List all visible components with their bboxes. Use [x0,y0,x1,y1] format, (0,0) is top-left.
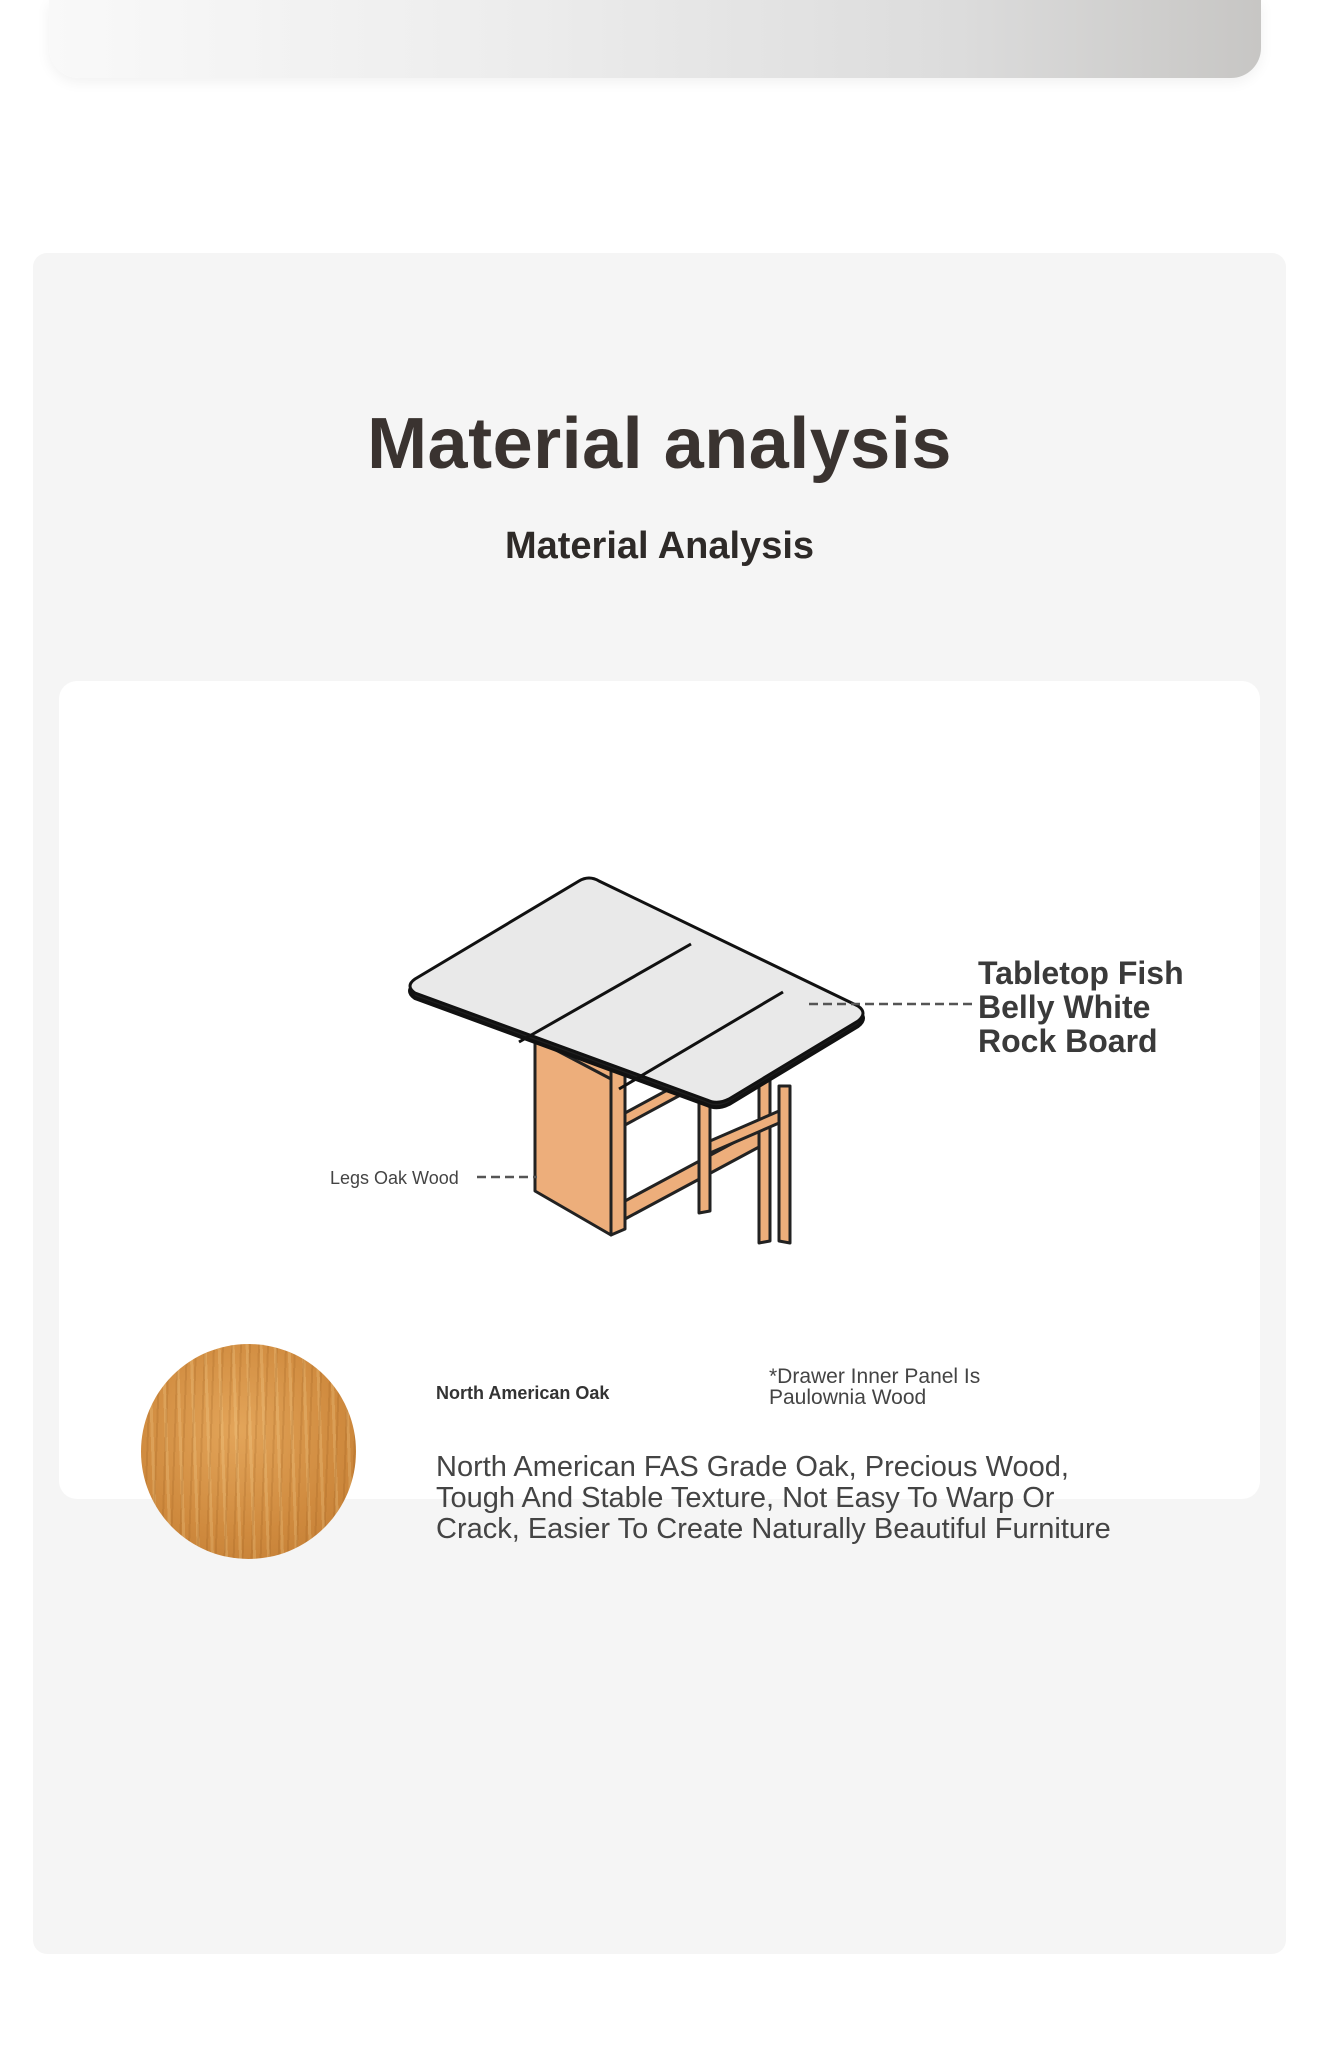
drawer-note: *Drawer Inner Panel Is Paulownia Wood [769,1365,981,1409]
product-photo-bottom-edge [49,0,1261,78]
table-top [410,878,863,1107]
tabletop-label: Tabletop Fish Belly White Rock Board [978,955,1184,1059]
material-description: North American FAS Grade Oak, Precious Wood, Tough And Stable Texture, Not Easy To Warp Or Crack, Easier To Create Naturally Beautiful Furniture [436,1451,1111,1545]
material-name: North American Oak [436,1383,610,1403]
section-subtitle: Material Analysis [504,525,815,567]
legs-label: Legs Oak Wood [330,1168,459,1188]
oak-wood-swatch [141,1344,356,1559]
section-title: Material analysis [367,404,952,484]
material-analysis-section [33,253,1286,1954]
